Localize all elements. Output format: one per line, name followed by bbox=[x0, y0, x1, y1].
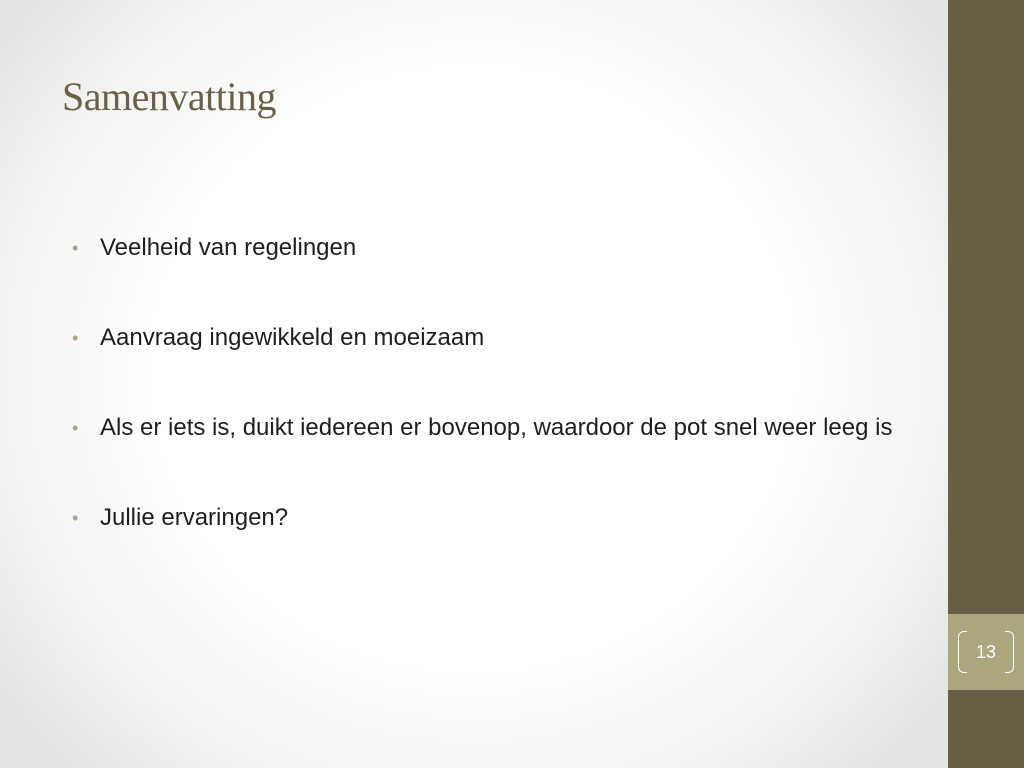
bullet-dot-icon: • bbox=[72, 238, 79, 258]
slide-number-box bbox=[948, 614, 1024, 690]
bullet-list bbox=[72, 230, 912, 590]
bullet-text: Jullie ervaringen? bbox=[100, 504, 289, 531]
bullet-dot-icon: • bbox=[72, 328, 79, 348]
slide-number-frame bbox=[958, 631, 1014, 673]
bullet-text: Aanvraag ingewikkeld en moeizaam bbox=[100, 324, 485, 351]
bullet-item bbox=[72, 410, 912, 446]
bullet-dot-icon: • bbox=[72, 508, 79, 528]
bullet-dot-icon: • bbox=[72, 418, 79, 438]
bullet-text: Veelheid van regelingen bbox=[100, 234, 357, 261]
bullet-text: Als er iets is, duikt iedereen er bovenop, waardoor de pot snel weer leeg is bbox=[100, 414, 893, 441]
bullet-item bbox=[72, 320, 912, 356]
slide-number: 13 bbox=[975, 642, 997, 662]
bullet-item bbox=[72, 500, 912, 536]
slide-title: Samenvatting bbox=[62, 74, 276, 119]
bullet-item bbox=[72, 230, 912, 266]
